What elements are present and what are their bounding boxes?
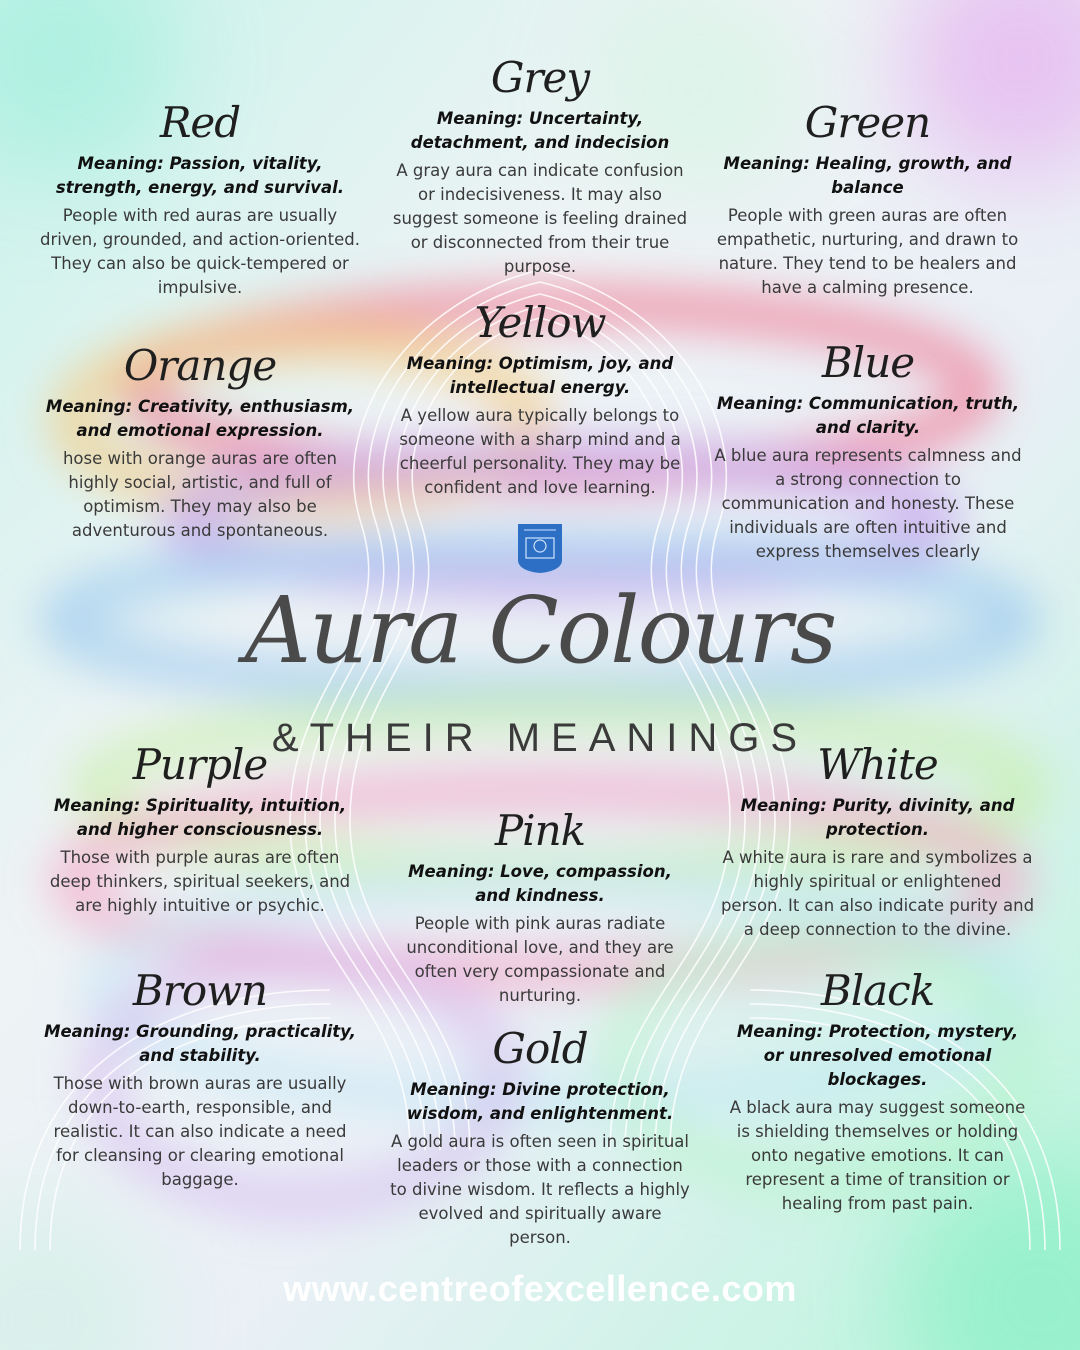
- orange-meaning: Meaning: Creativity, enthusiasm, and emotional expression.: [45, 397, 355, 441]
- aura-yellow-block: [395, 300, 685, 500]
- green-meaning: Meaning: Healing, growth, and balance: [723, 154, 1012, 198]
- green-heading: Green: [804, 98, 931, 147]
- page-title: Aura Colours: [244, 577, 836, 684]
- purple-meaning: Meaning: Spirituality, intuition, and higher consciousness.: [53, 796, 347, 840]
- black-description: A black aura may suggest someone is shielding themselves or holding onto negative emotions. It can represent a time of transition or healing from past pain.: [729, 1098, 1026, 1214]
- brown-meaning: Meaning: Grounding, practicality, and stability.: [44, 1022, 356, 1066]
- orange-description: hose with orange auras are often highly social, artistic, and full of optimism. They may also be adventurous and spontaneous.: [62, 449, 338, 541]
- centre-of-excellence-crest-icon: [516, 522, 564, 574]
- yellow-description: A yellow aura typically belongs to someone with a sharp mind and a cheerful personality. They may be confident and love learning.: [399, 406, 681, 498]
- gold-description: A gold aura is often seen in spiritual leaders or those with a connection to divine wisdom. It reflects a highly evolved and spiritually aware person.: [390, 1132, 690, 1248]
- black-meaning: Meaning: Protection, mystery, or unresolved emotional blockages.: [736, 1022, 1019, 1090]
- aura-blue-block: [712, 340, 1024, 564]
- white-meaning: Meaning: Purity, divinity, and protection.: [740, 796, 1015, 840]
- aura-brown-block: [40, 968, 360, 1192]
- black-heading: Black: [820, 966, 935, 1015]
- aura-green-block: [715, 100, 1020, 300]
- grey-meaning: Meaning: Uncertainty, detachment, and indecision: [410, 109, 670, 153]
- brown-heading: Brown: [132, 966, 268, 1015]
- aura-white-block: [720, 742, 1035, 942]
- aura-red-block: [40, 100, 360, 300]
- aura-black-block: [725, 968, 1030, 1216]
- aura-pink-block: [390, 808, 690, 1008]
- blue-heading: Blue: [821, 338, 915, 387]
- grey-description: A gray aura can indicate confusion or indecisiveness. It may also suggest someone is feeling drained or disconnected from their true purpose.: [392, 161, 688, 277]
- pink-heading: Pink: [494, 806, 586, 855]
- grey-heading: Grey: [490, 53, 590, 102]
- white-description: A white aura is rare and symbolizes a highly spiritual or enlightened person. It can also indicate purity and a deep connection to the divine.: [720, 848, 1035, 940]
- red-description: People with red auras are usually driven, grounded, and action-oriented. They can also be quick-tempered or impulsive.: [40, 206, 360, 298]
- aura-purple-block: [40, 742, 360, 918]
- yellow-heading: Yellow: [474, 298, 606, 347]
- yellow-meaning: Meaning: Optimism, joy, and intellectual energy.: [406, 354, 674, 398]
- blue-meaning: Meaning: Communication, truth, and clarity.: [716, 394, 1020, 438]
- white-heading: White: [817, 740, 938, 789]
- aura-orange-block: [40, 343, 360, 543]
- gold-meaning: Meaning: Divine protection, wisdom, and enlightenment.: [406, 1080, 674, 1124]
- red-heading: Red: [159, 98, 241, 147]
- website-link[interactable]: www.centreofexcellence.com: [283, 1268, 797, 1309]
- red-meaning: Meaning: Passion, vitality, strength, energy, and survival.: [55, 154, 345, 198]
- pink-meaning: Meaning: Love, compassion, and kindness.: [408, 862, 672, 906]
- aura-gold-block: [390, 1026, 690, 1250]
- page-subtitle: &THEIR MEANINGS: [271, 716, 809, 760]
- pink-description: People with pink auras radiate unconditional love, and they are often very compassionate and nurturing.: [406, 914, 674, 1006]
- orange-heading: Orange: [123, 341, 277, 390]
- gold-heading: Gold: [492, 1024, 588, 1073]
- aura-grey-block: [390, 55, 690, 279]
- brown-description: Those with brown auras are usually down-to-earth, responsible, and realistic. It can also indicate a need for cleansing or clearing emotional baggage.: [53, 1074, 347, 1190]
- purple-description: Those with purple auras are often deep thinkers, spiritual seekers, and are highly intuitive or psychic.: [49, 848, 351, 916]
- green-description: People with green auras are often empathetic, nurturing, and drawn to nature. They tend to be healers and have a calming presence.: [716, 206, 1019, 298]
- purple-heading: Purple: [132, 740, 268, 789]
- blue-description: A blue aura represents calmness and a strong connection to communication and honesty. These individuals are often intuitive and express themselves clearly: [714, 446, 1022, 562]
